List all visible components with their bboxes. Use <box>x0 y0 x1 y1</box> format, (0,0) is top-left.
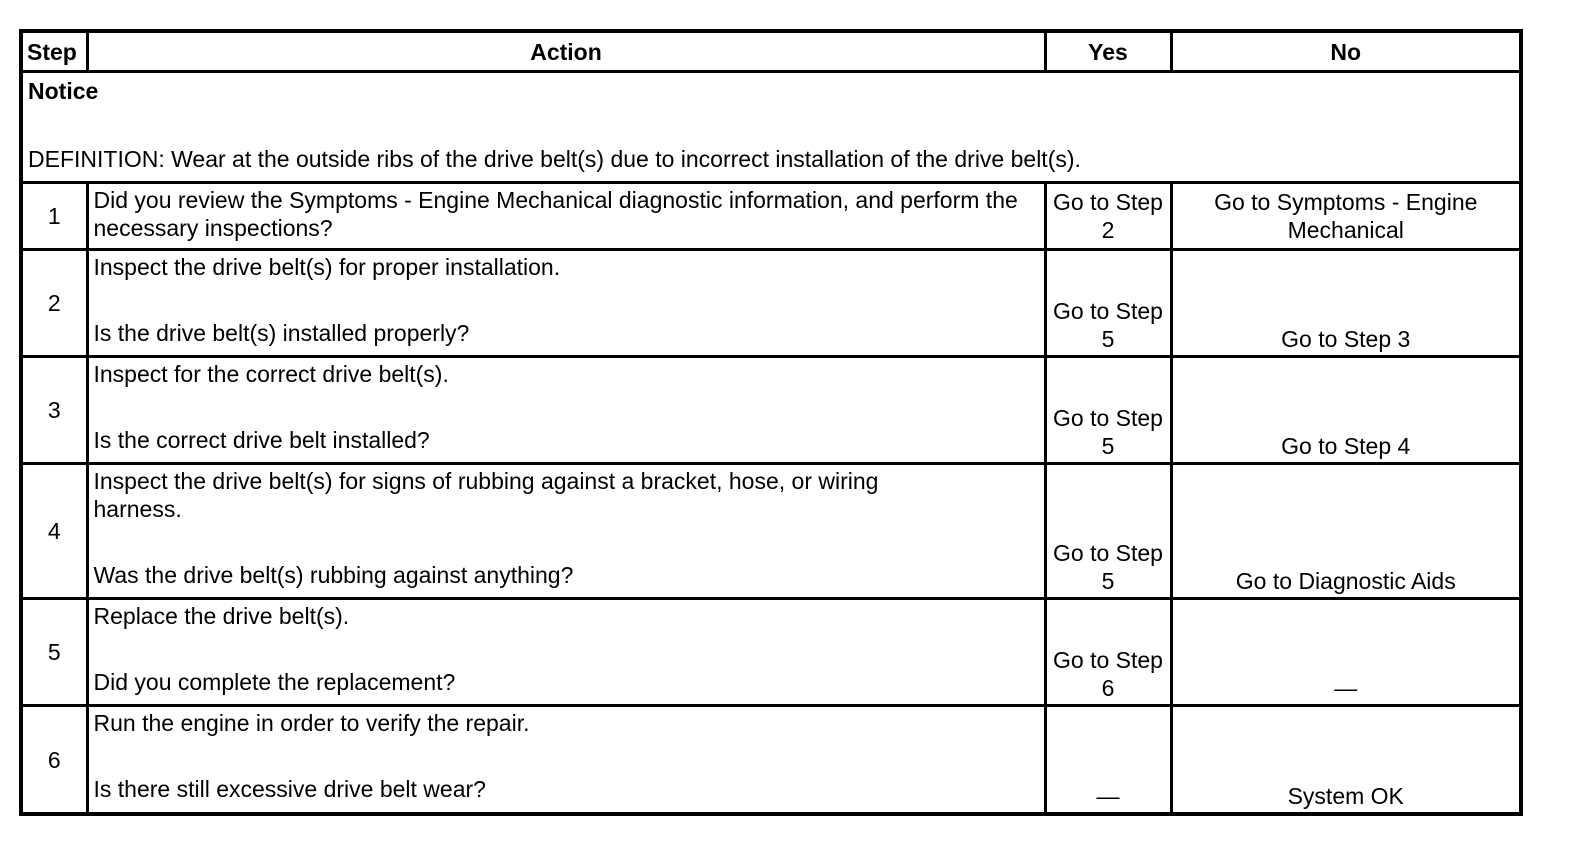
yes-cell: Go to Step 5 <box>1045 250 1171 357</box>
step-number: 3 <box>21 357 87 464</box>
action-cell <box>87 250 1045 357</box>
table-row <box>21 250 1521 357</box>
action-question: Did you complete the replacement? <box>93 669 456 695</box>
no-cell: Go to Symptoms - Engine Mechanical <box>1171 183 1521 250</box>
step-number: 1 <box>21 183 87 250</box>
yes-cell: Go to Step 5 <box>1045 464 1171 599</box>
no-cell: — <box>1171 599 1521 706</box>
action-cell <box>87 357 1045 464</box>
action-text: Inspect the drive belt(s) for proper installation. <box>93 254 561 280</box>
notice-cell <box>21 72 1521 183</box>
header-row <box>21 31 1521 72</box>
action-question: Was the drive belt(s) rubbing against anything? <box>93 562 574 588</box>
table-row <box>21 599 1521 706</box>
step-number: 5 <box>21 599 87 706</box>
step-number: 6 <box>21 706 87 815</box>
notice-title: Notice <box>28 78 99 104</box>
yes-cell: Go to Step 5 <box>1045 357 1171 464</box>
header-yes: Yes <box>1045 31 1171 72</box>
yes-cell: Go to Step 6 <box>1045 599 1171 706</box>
no-cell: Go to Step 3 <box>1171 250 1521 357</box>
action-text: Inspect for the correct drive belt(s). <box>93 361 449 387</box>
action-question: Is the drive belt(s) installed properly? <box>93 320 470 346</box>
step-number: 4 <box>21 464 87 599</box>
diagnostic-table <box>19 29 1523 816</box>
no-cell: System OK <box>1171 706 1521 815</box>
no-cell: Go to Diagnostic Aids <box>1171 464 1521 599</box>
action-cell <box>87 464 1045 599</box>
yes-cell: — <box>1045 706 1171 815</box>
notice-row <box>21 72 1521 183</box>
action-cell <box>87 706 1045 815</box>
table-row <box>21 464 1521 599</box>
action-text: Did you review the Symptoms - Engine Mechanical diagnostic information, and perform the necessary inspections? <box>93 187 1018 241</box>
action-text: Run the engine in order to verify the repair. <box>93 710 530 736</box>
action-cell <box>87 183 1045 250</box>
table-row <box>21 357 1521 464</box>
step-number: 2 <box>21 250 87 357</box>
header-no: No <box>1171 31 1521 72</box>
table-row <box>21 706 1521 815</box>
table-row <box>21 183 1521 250</box>
action-question: Is there still excessive drive belt wear? <box>93 776 486 802</box>
action-text: Inspect the drive belt(s) for signs of rubbing against a bracket, hose, or wiring harness. <box>93 468 879 522</box>
notice-definition: DEFINITION: Wear at the outside ribs of the drive belt(s) due to incorrect installation of the drive belt(s). <box>28 146 1081 172</box>
action-cell <box>87 599 1045 706</box>
no-cell: Go to Step 4 <box>1171 357 1521 464</box>
header-step: Step <box>21 31 87 72</box>
header-action: Action <box>87 31 1045 72</box>
action-question: Is the correct drive belt installed? <box>93 427 430 453</box>
action-text: Replace the drive belt(s). <box>93 603 350 629</box>
yes-cell: Go to Step 2 <box>1045 183 1171 250</box>
